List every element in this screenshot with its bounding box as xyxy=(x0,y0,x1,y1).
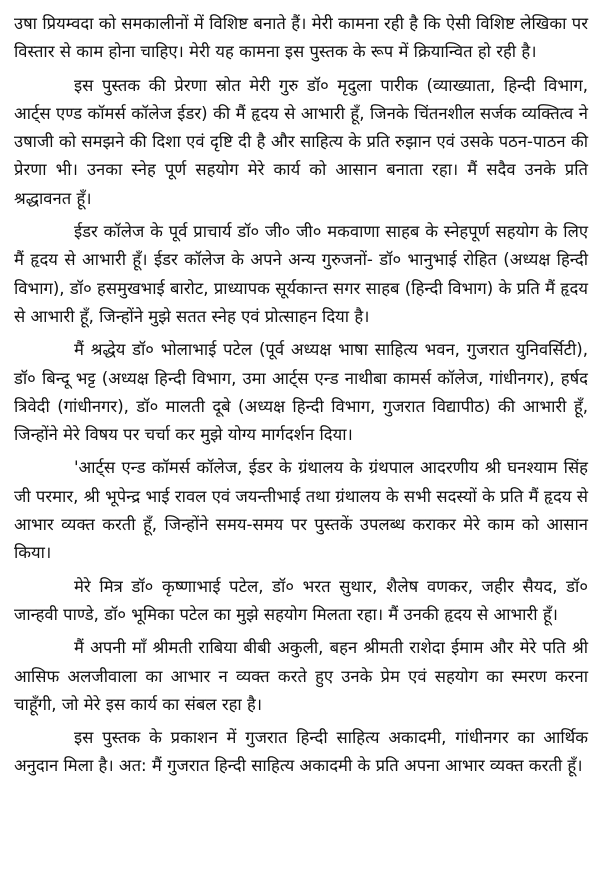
paragraph-family-acknowledgement: मैं अपनी माँ श्रीमती राबिया बीबी अकुली, बहन श्रीमती राशेदा ईमाम और मेरे पति श्री आसिफ अलजीवाला का आभार न व्यक्त करते हुए उनके प्रेम एवं सहयोग का स्मरण करना चाहूँगी, जो मेरे इस कार्य का संबल रहा है। xyxy=(14,638,588,714)
paragraph-college-acknowledgement: ईडर कॉलेज के पूर्व प्राचार्य डॉ० जी० जी० मकवाणा साहब के स्नेहपूर्ण सहयोग के लिए मैं हृदय से आभारी हूँ। ईडर कॉलेज के अपने अन्य गुरुजनों- डॉ० भानुभाई रोहित (अध्यक्ष हिन्दी विभाग), डॉ० हसमुखभाई बारोट, प्राध्यापक सूर्यकान्त सगर साहब (हिन्दी विभाग) के प्रति मैं हृदय से आभारी हूँ, जिन्होंने मुझे सतत स्नेह एवं प्रोत्साहन दिया है। xyxy=(14,222,588,326)
paragraph-scholars-acknowledgement: मैं श्रद्धेय डॉ० भोलाभाई पटेल (पूर्व अध्यक्ष भाषा साहित्य भवन, गुजरात युनिवर्सिटी), डॉ० बिन्दू भट्ट (अध्यक्ष हिन्दी विभाग, उमा आर्ट्स एन्ड नाथीबा कामर्स कॉलेज, गांधीनगर), हर्षद त्रिवेदी (गांधीनगर), डॉ० मालती दूबे (अध्यक्ष हिन्दी विभाग, गुजरात विद्यापीठ) की आभारी हूँ, जिन्होंने मेरे विषय पर चर्चा कर मुझे योग्य मार्गदर्शन दिया। xyxy=(14,340,588,445)
paragraph-guru-acknowledgement: इस पुस्तक की प्रेरणा स्रोत मेरी गुरु डॉ० मृदुला पारीक (व्याख्याता, हिन्दी विभाग, आर्ट्स एण्ड कॉमर्स कॉलेज ईडर) की मैं हृदय से आभारी हूँ, जिनके चिंतनशील सर्जक व्यक्तित्व ने उषाजी को समझने की दिशा एवं दृष्टि दी है और साहित्य के प्रति रुझान एवं उसके पठन-पाठन की प्रेरणा भी। उनका स्नेह पूर्ण सहयोग मेरे कार्य को आसान बनाता रहा। मैं सदैव उनके प्रति श्रद्धावनत हूँ। xyxy=(14,75,588,208)
paragraph-continuation: उषा प्रियम्वदा को समकालीनों में विशिष्ट बनाते हैं। मेरी कामना रही है कि ऐसी विशिष्ट लेखिका पर विस्तार से काम होना चाहिए। मेरी यह कामना इस पुस्तक के रूप में क्रियान्वित हो रही है। xyxy=(14,14,588,62)
paragraph-library-acknowledgement: 'आर्ट्स एन्ड कॉमर्स कॉलेज, ईडर के ग्रंथालय के ग्रंथपाल आदरणीय श्री घनश्याम सिंह जी परमार, श्री भूपेन्द्र भाई रावल एवं जयन्तीभाई तथा ग्रंथालय के सभी सदस्यों के प्रति मैं हृदय से आभार व्यक्त करती हूँ, जिन्होंने समय-समय पर पुस्तकें उपलब्ध कराकर मेरे काम को आसान किया। xyxy=(14,458,588,563)
paragraph-academy-acknowledgement: इस पुस्तक के प्रकाशन में गुजरात हिन्दी साहित्य अकादमी, गांधीनगर का आर्थिक अनुदान मिला है। अत: मैं गुजरात हिन्दी साहित्य अकादमी के प्रति अपना आभार व्यक्त करती हूँ। xyxy=(14,728,588,776)
paragraph-friends-acknowledgement: मेरे मित्र डॉ० कृष्णाभाई पटेल, डॉ० भरत सुथार, शैलेष वणकर, जहीर सैयद, डॉ० जान्हवी पाण्डे, डॉ० भूमिका पटेल का मुझे सहयोग मिलता रहा। मैं उनकी हृदय से आभारी हूँ। xyxy=(14,576,588,624)
